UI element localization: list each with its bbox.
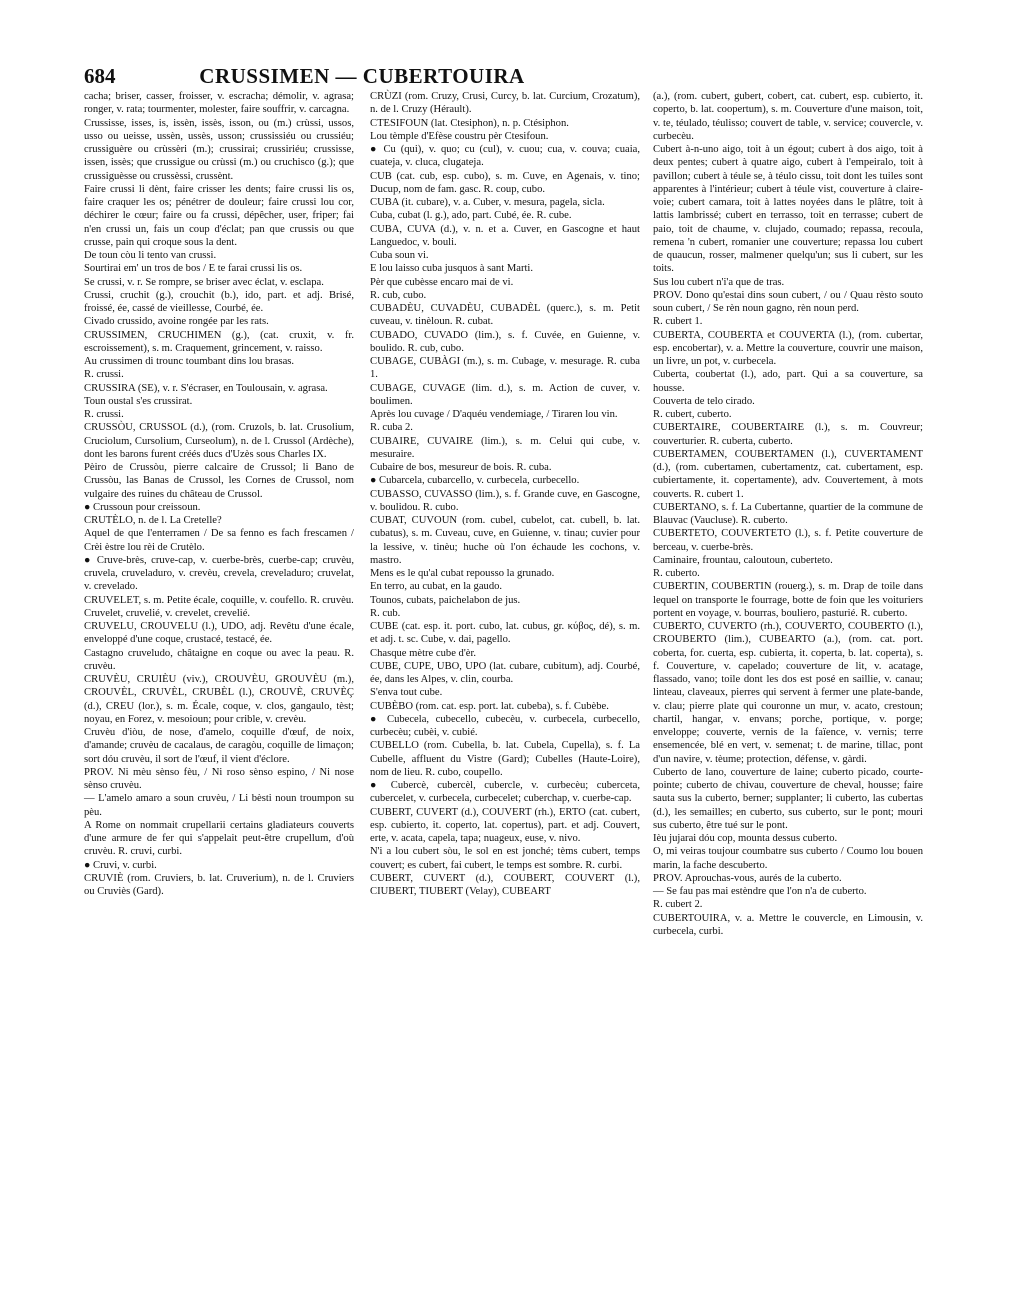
entry-paragraph: Faire crussi li dènt, faire crisser les dents; faire crussi lis os, faire craquer les os; pénétrer de douleur; faire crussi lou cor, déchirer le cœur; faire ou fa crussi, dépêcher, user, friper; fai n'en crussi un, fais un coup d'éclat; pan que crussis ou que crusse, pain qui croque sous la dent. (84, 183, 354, 248)
entry-paragraph: O, mi veiras toujour coumbatre sus cuberto / Coumo lou bouen marin, la fache descuberto. (653, 846, 923, 871)
entry-paragraph: — L'amelo amaro a soun cruvèu, / Li bèsti noun troumpon su pèu. (84, 793, 354, 818)
entry-paragraph: Sus lou cubert n'i'a que de tras. (653, 276, 785, 288)
entry-paragraph: Se crussi, v. r. Se rompre, se briser avec éclat, v. esclapa. (84, 276, 324, 288)
entry-paragraph: ● Cruve-brès, cruve-cap, v. cuerbe-brès, cuerbe-cap; cruvèu, cruvela, cruveladuro, v. crevèu, crevela, creveladuro; cruvelat, v. crevelado. (84, 554, 354, 593)
entry-paragraph: Cubaire de bos, mesureur de bois. R. cuba. (370, 462, 552, 473)
entry-paragraph: Cruvèu d'iòu, de nose, d'amelo, coquille d'œuf, de noix, d'amande; cruvèu de cacalaus, de caragòu, coquille de limaçon; sort dóu cruvèu, il sort de l'œuf, il vient d'éclore. (84, 727, 354, 765)
entry-paragraph: CUBERTO, CUVERTO (rh.), COUVERTO, COUBERTO (l.), CROUBERTO (lim.), CUBEARTO (a.), (rom. cat. port. coberta, for. cuerta, esp. cubierta, it. coperta, b. lat. coperta), s. f. Couverture, v. capelado; couverture de lit, v. acatage, flassado, vano; toile dont les dos est posé en saillie, v. canau; linteau, claveaux, pierres qui servent à fermer une plate-bande, v. clau; pierre plate qui couronne un mur, v. acato, crestoun; chartil, hangar, v. envans; porche, portique, v. porge; enveloppe; couverte, vernis de la faïence, v. vernis; terre ensemencée, blé en vert, v. semenat; t. de marine, tillac, pont d'un navire, v. tèume; protection, défense, v. gàrdi. (653, 621, 923, 765)
running-head: CRUSSIMEN — CUBERTOUIRA (199, 64, 525, 88)
entry-paragraph: Caminaire, frountau, caloutoun, cuberteto. (653, 554, 833, 566)
entry-paragraph: Cuba, cubat (l. g.), ado, part. Cubé, ée. R. cube. (370, 210, 572, 222)
entry-paragraph: R. cubert 2. (653, 899, 703, 911)
entry-paragraph: CRUSSÒU, CRUSSOL (d.), (rom. Cruzols, b. lat. Crusolium, Cruciolum, Cursolium, Curseolum), n. de l. Crussol (Ardèche), dont les barons furent créés ducs d'Uzès sous Charles IX. (84, 422, 354, 460)
entry-paragraph: Pèr que cubèsse encaro mai de vi. (370, 276, 514, 288)
entry-paragraph: Couverta de telo cirado. (653, 395, 755, 407)
entry-paragraph: R. crussi. (84, 409, 124, 420)
entry-paragraph: CRUVIÈ (rom. Cruviers, b. lat. Cruverium), n. de l. Cruviers ou Cruviès (Gard). (84, 872, 354, 897)
entry-paragraph: PROV. Ni mèu sènso fèu, / Ni roso sènso espino, / Ni nose sènso cruvèu. (84, 766, 354, 791)
entry-paragraph: ● Crussoun pour creissoun. (84, 501, 201, 513)
entry-paragraph: ● Cubecela, cubecello, cubecèu, v. curbecela, curbecello, curbecèu; cubèi, v. cubié. (370, 713, 640, 738)
entry-paragraph: R. cubert 1. (653, 316, 703, 328)
entry-paragraph: CRUVELET, s. m. Petite écale, coquille, v. coufello. R. cruvèu. (84, 594, 354, 606)
entry-paragraph: Cuba soun vi. (370, 250, 429, 261)
entry-paragraph: CUBERT, CUVERT (d.), COUBERT, COUVERT (l.), CIUBERT, TIUBERT (Velay), CUBEART (370, 872, 640, 897)
entry-paragraph: Pèiro de Crussòu, pierre calcaire de Crussol; li Bano de Crussòu, las Banas de Crussol, les Cornes de Crussol, nom vulgaire des ruines du château de Crussol. (84, 462, 354, 500)
entry-paragraph: S'enva tout cube. (370, 687, 443, 699)
entry-paragraph: Mens es le qu'al cubat repousso la grunado. (370, 568, 555, 579)
entry-paragraph: CRUSSIMEN, CRUCHIMEN (g.), (cat. cruxit, v. fr. escroissement), s. m. Craquement, grincement, v. raisso. (84, 329, 354, 354)
entry-paragraph: Cubert à-n-uno aigo, toit à un égout; cubert à dos aigo, toit à deux pentes; cubert à quatre aigo, cubert à l'empeiralo, toit à pavillon; cubert à téule se, à téulo cissu, toit dont les tuiles sont apparentes à l'intérieur; cubert à téule vist, couverture à claire-voie; cubert camara, toit à lattes noyées dans le plâtre, toit à lattis lambrissé; cubert en terrasso, toit en terrasse; cubert de paio, toit de chaume, v. clujado, coumado; repassa, recoula, remena 'n cubert, romanier une couverture; repassa lou cubert de quaucun, rosser, malmener quelqu'un; sus li cubert, sur les toits. (653, 144, 923, 275)
entry-paragraph: CUBERTANO, s. f. La Cubertanne, quartier de la commune de Blauvac (Vaucluse). R. cuberto. (653, 501, 923, 526)
entry-paragraph: CRUTÈLO, n. de l. La Cretelle? (84, 515, 222, 526)
entry-paragraph: cacha; briser, casser, froisser, v. escracha; démolir, v. agrasa; ronger, v. rata; tourmenter, molester, faire souffrir, v. carcagna. (84, 91, 354, 116)
entry-paragraph: CRUVÈU, CRUIÈU (viv.), CROUVÈU, GROUVÈU (m.), CROUVÈL, CRUVÈL, CRUBÈL (l.), CROUVÈ, CRUVÈÇ (d.), CREU (lor.), s. m. Écale, coque, v. clos, gangaulo, tèst; noyau, en Forez, v. mesoioun; pour crible, v. crevèu. (84, 674, 354, 725)
entry-paragraph: CUBE (cat. esp. it. port. cubo, lat. cubus, gr. κύβος, dé), s. m. et adj. t. sc. Cube, v. dai, pagello. (370, 621, 640, 646)
page-number: 684 (84, 64, 116, 88)
entry-paragraph: CUBERTOUIRA, v. a. Mettre le couvercle, en Limousin, v. curbecela, curbi. (653, 912, 923, 937)
entry-paragraph: E lou laisso cuba jusquos à sant Marti. (370, 263, 534, 275)
entry-paragraph: CUBERTAMEN, COUBERTAMEN (l.), CUVERTAMENT (d.), (rom. cubertamen, cubertamentz, cat. cubertament, esp. cubiertamente, it. copertamente), adv. Couvertement, à mots couverts. R. cubert 1. (653, 448, 923, 500)
entry-paragraph: N'i a lou cubert sòu, le sol en est jonché; tèms cubert, temps couvert; es cubert, fai cubert, le temps est sombre. R. curbi. (370, 846, 640, 871)
entry-paragraph: CUBASSO, CUVASSO (lim.), s. f. Grande cuve, en Gascogne, v. boulidou. R. cubo. (370, 488, 640, 513)
entry-paragraph: CUBÈBO (rom. cat. esp. port. lat. cubeba), s. f. Cubèbe. (370, 700, 609, 712)
entry-paragraph: CUBADÈU, CUVADÈU, CUBADÈL (querc.), s. m. Petit cuveau, v. tinèloun. R. cubat. (370, 303, 640, 328)
entry-paragraph: CUBAGE, CUBÀGI (m.), s. m. Cubage, v. mesurage. R. cuba 1. (370, 356, 640, 381)
entry-paragraph: CUB (cat. cub, esp. cubo), s. m. Cuve, en Agenais, v. tino; Ducup, nom de fam. gasc. R. coup, cubo. (370, 170, 640, 195)
entry-paragraph: Civado crussido, avoine rongée par les rats. (84, 316, 269, 328)
entry-paragraph: R. cubert, cuberto. (653, 409, 732, 420)
entry-paragraph: Toun oustal s'es crussirat. (84, 395, 193, 407)
page-header (84, 64, 640, 88)
entry-paragraph: R. cuba 2. (370, 422, 413, 434)
entry-paragraph: CUBA, CUVA (d.), v. n. et a. Cuver, en Gascogne et haut Languedoc, v. bouli. (370, 223, 640, 248)
entry-paragraph: Cruvelet, cruvelié, v. crevelet, crevelié. (84, 607, 251, 619)
entry-paragraph: Castagno cruveludo, châtaigne en coque ou avec la peau. R. cruvèu. (84, 647, 354, 672)
entry-paragraph: Sourtirai em' un tros de bos / E te farai crussi lis os. (84, 263, 303, 275)
entry-paragraph: Cuberta, coubertat (l.), ado, part. Qui a sa couverture, sa housse. (653, 369, 923, 394)
column-right (653, 90, 923, 938)
column-left (84, 90, 354, 898)
entry-paragraph: CRÙZI (rom. Cruzy, Crusi, Curcy, b. lat. Curcium, Crozatum), n. de l. Cruzy (Hérault). (370, 91, 640, 116)
entry-paragraph: ● Cubarcela, cubarcello, v. curbecela, curbecello. (370, 475, 580, 487)
entry-paragraph: CUBERTETO, COUVERTETO (l.), s. f. Petite couverture de berceau, v. cuerbe-brès. (653, 528, 923, 553)
entry-paragraph: Cuberto de lano, couverture de laine; cuberto picado, courte-pointe; cuberto de chivau, couverture de cheval, housse; faire sauta sus la cuberto, berner; supplanter; li cuberto, las cubertas (d.), les semailles; en cuberto, sus cuberto, sur le pont; mouri sus cuberto, être tué sur le pont. (653, 766, 923, 831)
entry-paragraph: Chasque mètre cube d'èr. (370, 647, 477, 659)
entry-paragraph: (a.), (rom. cubert, gubert, cobert, cat. cubert, esp. cubierto, it. coperto, b. lat. coopertum), s. m. Couverture d'une maison, toit, v. te, téulado, téulisso; couvert de table, v. service; couvercle, v. curbecèu. (653, 91, 923, 142)
entry-paragraph: Lou tèmple d'Efèse coustru pèr Ctesifoun. (370, 130, 549, 142)
entry-paragraph: Tounos, cubats, paichelabon de jus. (370, 594, 521, 606)
entry-paragraph: CTESIFOUN (lat. Ctesiphon), n. p. Ctésiphon. (370, 117, 569, 129)
entry-paragraph: CUBAIRE, CUVAIRE (lim.), s. m. Celui qui cube, v. mesuraire. (370, 435, 640, 460)
entry-paragraph: Crussisse, isses, is, issèn, issès, isson, ou (m.) crùssi, ussos, usso ou ueisse, ussèn, ussès, usson; crussissiéu ou crussiéu; crussiguère ou crùssèri (m.); crussirai; crussiriéu; crussisse, issen, issès; que crussigue ou crùssi (m.) ou cruchisco (g.); que crussiguèsse ou crussèssi, crussènt. (84, 117, 354, 182)
entry-paragraph: Ièu jujarai dóu cop, mounta dessus cuberto. (653, 833, 838, 844)
entry-paragraph: ● Cu (qui), v. quo; cu (cul), v. cuou; cua, v. couva; cuaia, cuateja, v. cluca, clugateja. (370, 144, 640, 169)
entry-paragraph: Au crussimen di trounc toumbant dins lou brasas. (84, 356, 295, 367)
entry-paragraph: CUBELLO (rom. Cubella, b. lat. Cubela, Cupella), s. f. La Cubelle, affluent du Vistre (Gard); Cubelles (Haute-Loire), nom de lieu. R. cubo, coupello. (370, 740, 640, 778)
entry-paragraph: Crussi, cruchit (g.), crouchit (b.), ido, part. et adj. Brisé, froissé, ée, cassé de vieillesse, Courbé, ée. (84, 289, 354, 314)
entry-paragraph: CUBAT, CUVOUN (rom. cubel, cubelot, cat. cubell, b. lat. cubatus), s. m. Cuveau, cuve, en Guienne, v. tinau; cuvier pour la lessive, v. tinèu; huche où l'on échaude les cochons, v. mastro. (370, 515, 640, 566)
entry-paragraph: ● Cruvi, v. curbi. (84, 859, 157, 871)
entry-paragraph: CUBAGE, CUVAGE (lim. d.), s. m. Action de cuver, v. boulimen. (370, 382, 640, 407)
entry-paragraph: R. cub. (370, 607, 401, 619)
entry-paragraph: PROV. Dono qu'estai dins soun cubert, / ou / Quau rèsto souto soun cubert, / Se rèn noun gagno, rèn noun perd. (653, 289, 923, 314)
entry-paragraph: Après lou cuvage / D'aquéu vendemiage, / Tiraren lou vin. (370, 409, 618, 420)
entry-paragraph: En terro, au cubat, en la gaudo. (370, 581, 503, 593)
entry-paragraph: R. cub, cubo. (370, 289, 427, 301)
entry-paragraph: CRUSSIRA (SE), v. r. S'écraser, en Toulousain, v. agrasa. (84, 382, 328, 394)
entry-paragraph: CUBERTIN, COUBERTIN (rouerg.), s. m. Drap de toile dans lequel on transporte le fourrage, botte de foin que les voituriers portent en voyage, v. bourras, bouliero, pasturié. R. cuberto. (653, 581, 923, 619)
column-middle (370, 90, 640, 898)
entry-paragraph: A Rome on nommait crupellarii certains gladiateurs couverts d'une armure de fer qui s'appelait peut-être crupellum, d'où cruvèu. R. cruvi, curbi. (84, 819, 354, 858)
entry-paragraph: CUBERT, CUVERT (d.), COUVERT (rh.), ERTO (cat. cubert, esp. cubierto, it. coperto, lat. copertus), part. et adj. Couvert, erte, v. acata, capela, tapa; nuageux, euse, v. nivo. (370, 806, 640, 844)
entry-paragraph: CRUVELU, CROUVELU (l.), UDO, adj. Revêtu d'une écale, enveloppé d'une coque, crustacé, testacé, ée. (84, 621, 354, 646)
entry-paragraph: CUBADO, CUVADO (lim.), s. f. Cuvée, en Guienne, v. boulido. R. cub, cubo. (370, 329, 640, 354)
entry-paragraph: CUBERTAIRE, COUBERTAIRE (l.), s. m. Couvreur; couverturier. R. cuberta, cuberto. (653, 422, 923, 447)
entry-paragraph: R. cuberto. (653, 568, 700, 579)
entry-paragraph: De toun còu li tento van crussi. (84, 250, 217, 261)
entry-paragraph: Aquel de que l'enterramen / De sa fenno es fach frescamen / Crèi èstre lou rèi de Crutèlo. (84, 528, 354, 553)
entry-paragraph: R. crussi. (84, 369, 124, 381)
entry-paragraph: ● Cubercè, cubercèl, cubercle, v. curbecèu; cuberceta, cubercelet, v. curbecela, curbecelet; cuberchap, v. cuerbe-cap. (370, 780, 640, 805)
entry-paragraph: — Se fau pas mai estèndre que l'on n'a de cuberto. (653, 886, 867, 897)
entry-paragraph: CUBERTA, COUBERTA et COUVERTA (l.), (rom. cubertar, esp. encobertar), v. a. Mettre la couverture, couvrir une maison, un livre, un pot, v. curbecela. (653, 329, 923, 367)
entry-paragraph: CUBA (it. cubare), v. a. Cuber, v. mesura, pagela, sicla. (370, 197, 605, 208)
entry-paragraph: CUBE, CUPE, UBO, UPO (lat. cubare, cubitum), adj. Courbé, ée, dans les Alpes, v. clin, courba. (370, 660, 640, 685)
entry-paragraph: PROV. Aprouchas-vous, aurés de la cuberto. (653, 872, 842, 884)
